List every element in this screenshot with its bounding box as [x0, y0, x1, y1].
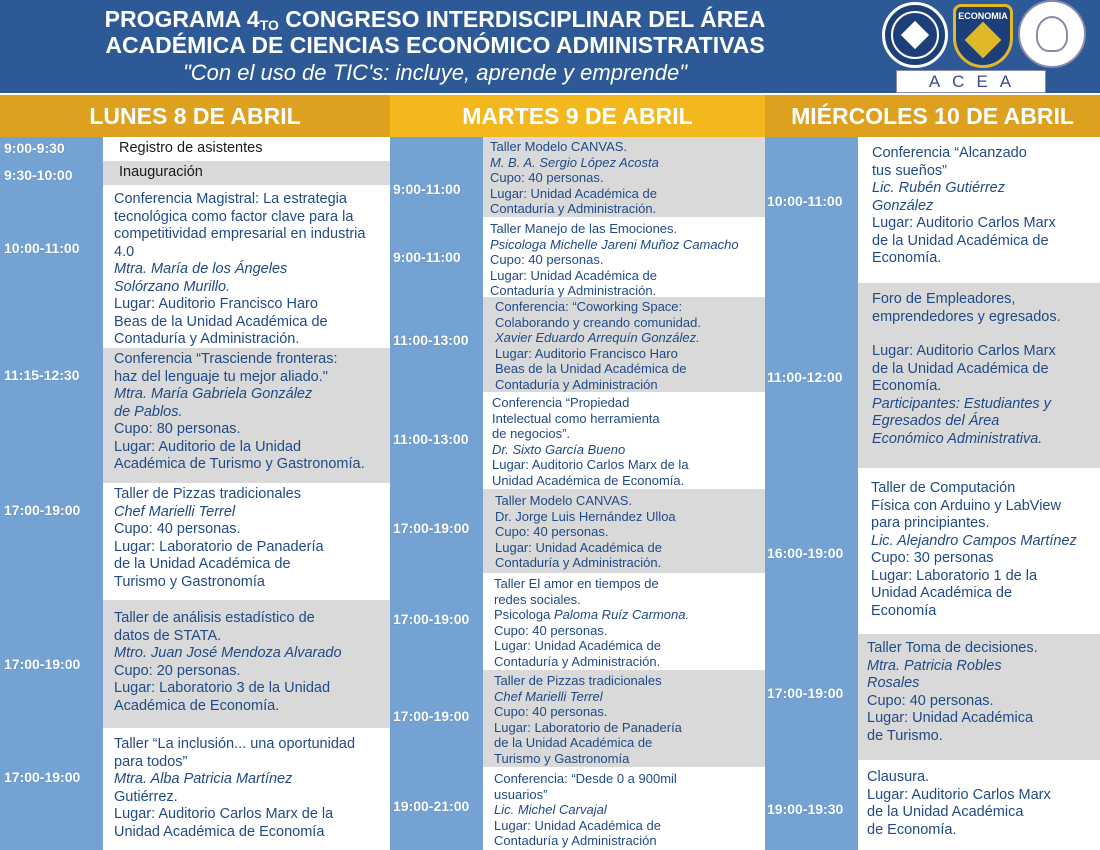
entry-location: Contaduría y Administración — [494, 833, 657, 848]
time-slot: 16:00-19:00 — [767, 545, 844, 561]
entry-location: de la Unidad Académica de — [872, 232, 1049, 249]
entry-location: Lugar: Unidad Académica de — [494, 638, 661, 653]
entry-speaker: González — [872, 197, 934, 214]
schedule-entry — [483, 489, 765, 573]
entry-capacity: Cupo: 30 personas — [871, 550, 994, 566]
day-header-tuesday: MARTES 9 DE ABRIL — [390, 95, 765, 137]
entry-title: Taller de Pizzas tradicionales — [494, 673, 662, 688]
entry-title: tus sueños” — [872, 162, 947, 179]
time-slot: 9:00-11:00 — [393, 249, 461, 265]
entry-title: haz del lenguaje tu mejor aliado." — [114, 368, 328, 385]
program-title-line-1 — [0, 6, 870, 35]
entry-location: de Economía. — [867, 821, 957, 838]
entry-title: Taller de Computación — [871, 480, 1016, 496]
time-slot: 11:00-13:00 — [393, 431, 469, 447]
program-header — [0, 0, 1100, 93]
day-header-monday: LUNES 8 DE ABRIL — [0, 95, 390, 137]
entry-location: de Turismo. — [867, 727, 943, 744]
entry-title: Taller “La inclusión... una oportunidad — [114, 736, 356, 752]
time-slot: 9:00-9:30 — [4, 140, 65, 156]
entry-title: Física con Arduino y LabView — [871, 497, 1061, 514]
logos-group — [878, 0, 1100, 93]
entry-location: Lugar: Auditorio Carlos Marx de la — [114, 806, 334, 822]
entry-location: de la Unidad Académica de — [872, 360, 1049, 377]
entry-title: Conferencia “Alcanzado — [872, 145, 1027, 161]
entry-location: Beas de la Unidad Académica de — [114, 313, 328, 330]
entry-location: de la Unidad Académica de — [494, 735, 653, 750]
title-pre: PROGRAMA 4 — [104, 6, 260, 32]
entry-speaker: Lic. Michel Carvajal — [494, 802, 607, 817]
entry-speaker: Mtra. María Gabriela González — [114, 386, 313, 402]
entry-location: Unidad Académica de Economía. — [492, 472, 685, 488]
entry-location: Contaduría y Administración — [495, 376, 658, 392]
schedule-entry — [103, 161, 390, 185]
entry-location: Lugar: Unidad Académica de — [494, 817, 661, 833]
entry-title: Colaborando y creando comunidad. — [495, 314, 701, 330]
entry-participants: Participantes: Estudiantes y — [872, 395, 1051, 412]
entry-location: Lugar: Laboratorio de Panadería — [494, 719, 682, 735]
entry-participants: Económico Administrativa. — [872, 430, 1043, 447]
time-slot: 9:30-10:00 — [4, 167, 73, 183]
entry-capacity: Cupo: 40 personas. — [490, 170, 604, 185]
entry-location: Lugar: Auditorio Francisco Haro — [495, 345, 678, 361]
entry-title: de negocios”. — [492, 426, 571, 441]
entry-speaker: Chef Marielli Terrel — [114, 503, 236, 520]
entry-title: Intelectual como herramienta — [492, 410, 660, 426]
time-column-tuesday — [390, 137, 483, 850]
entry-location: Lugar: Unidad Académica de — [490, 185, 657, 201]
entry-capacity: Cupo: 40 personas. — [867, 692, 994, 709]
entry-location: de la Unidad Académica de — [114, 556, 291, 572]
schedule-entry — [858, 468, 1100, 634]
time-slot: 9:00-11:00 — [393, 181, 461, 197]
schedule-entry — [483, 670, 765, 767]
time-slot: 19:00-21:00 — [393, 798, 470, 814]
entry-speaker: Xavier Eduardo Arrequín González. — [495, 330, 700, 345]
schedule-entry — [483, 392, 765, 489]
entry-title: Taller Toma de decisiones. — [867, 640, 1038, 656]
entry-location: Académica de Economía. — [114, 697, 280, 714]
time-slot: 17:00-19:00 — [4, 769, 81, 785]
entry-title: emprendedores y egresados. — [872, 308, 1061, 325]
entry-speaker: Lic. Rubén Gutiérrez — [872, 180, 1005, 196]
entry-title: Taller Modelo CANVAS. — [490, 139, 628, 154]
entry-title: tecnológica como factor clave para la — [114, 208, 354, 225]
entry-title: datos de STATA. — [114, 627, 222, 644]
entry-participants: Egresados del Área — [872, 413, 1000, 429]
entry-speaker: Dr. Sixto García Bueno — [492, 441, 626, 457]
time-slot: 17:00-19:00 — [393, 611, 470, 627]
entry-speaker: Mtra. María de los Ángeles — [114, 261, 288, 277]
entry-capacity: Cupo: 40 personas. — [494, 622, 608, 638]
entry-location: Lugar: Unidad Académica de — [490, 267, 657, 283]
entry-location: Lugar: Auditorio Carlos Marx — [872, 215, 1056, 231]
entry-title: Taller Manejo de las Emociones. — [490, 221, 678, 236]
time-slot: 17:00-19:00 — [767, 685, 844, 701]
time-column-wednesday — [765, 137, 858, 850]
economia-shield-logo — [953, 4, 1013, 68]
time-slot: 17:00-19:00 — [393, 520, 470, 536]
entry-location: Contaduría y Administración. — [114, 331, 300, 347]
entry-location: Contaduría y Administración. — [490, 201, 657, 216]
time-slot: 17:00-19:00 — [4, 656, 81, 672]
schedule-entry — [483, 573, 765, 670]
entry-location: Beas de la Unidad Académica de — [495, 361, 687, 376]
economia-logo-text: ECONOMIA — [958, 11, 1008, 21]
schedule-entry — [103, 731, 390, 850]
entry-location: Lugar: Auditorio Carlos Marx — [867, 786, 1051, 803]
entry-speaker: M. B. A. Sergio López Acosta — [490, 154, 659, 170]
entry-speaker: de Pablos. — [114, 403, 183, 420]
entry-location: Lugar: Auditorio Carlos Marx — [872, 343, 1056, 359]
entry-location: Lugar: Laboratorio de Panadería — [114, 538, 324, 555]
schedule-entry — [858, 283, 1100, 468]
time-slot: 17:00-19:00 — [393, 708, 470, 724]
time-slot: 10:00-11:00 — [4, 240, 80, 256]
schedule-entry — [483, 137, 765, 217]
entry-text: Registro de asistentes — [119, 140, 263, 156]
entry-title: Taller de análisis estadístico de — [114, 610, 315, 626]
acea-label: ACEA — [896, 70, 1046, 93]
entry-speaker-role: Psicologa — [494, 607, 554, 622]
title-post: CONGRESO INTERDISCIPLINAR DEL ÁREA — [278, 6, 766, 32]
entry-title: para principiantes. — [871, 515, 990, 531]
time-slot: 10:00-11:00 — [767, 193, 843, 209]
entry-location: Contaduría y Administración. — [494, 653, 661, 669]
entry-location: Lugar: Unidad Académica de — [495, 539, 662, 555]
entry-speaker: Dr. Jorge Luis Hernández Ulloa — [495, 508, 676, 524]
entry-speaker: Paloma Ruíz Carmona. — [553, 607, 690, 622]
entry-title: Conferencia “Propiedad — [492, 395, 630, 410]
time-slot: 11:00-13:00 — [393, 332, 469, 348]
time-slot: 11:15-12:30 — [4, 367, 80, 383]
schedule-entry — [483, 297, 765, 392]
entry-title: usuarios” — [494, 786, 548, 802]
program-title-line-2: ACADÉMICA DE CIENCIAS ECONÓMICO ADMINISTRATIVAS — [105, 32, 765, 58]
entry-location: Economía. — [872, 378, 942, 394]
entry-location: Unidad Académica de — [871, 585, 1013, 601]
entry-location: Lugar: Auditorio Carlos Marx de la — [492, 457, 689, 472]
time-slot: 11:00-12:00 — [767, 369, 843, 385]
entry-location: Contaduría y Administración. — [495, 555, 662, 570]
entry-location: Lugar: Auditorio Francisco Haro — [114, 296, 318, 312]
entry-speaker: Chef Marielli Terrel — [494, 688, 603, 704]
entry-speaker: Psicologa Michelle Jareni Muñoz Camacho — [490, 236, 739, 252]
contaduria-seal-icon — [1018, 0, 1086, 68]
entry-capacity: Cupo: 80 personas. — [114, 421, 241, 437]
entry-title: 4.0 — [114, 243, 135, 260]
entry-title: Foro de Empleadores, — [872, 291, 1016, 307]
entry-speaker: Gutiérrez. — [114, 788, 178, 805]
entry-capacity: Cupo: 40 personas. — [494, 704, 608, 719]
time-slot: 17:00-19:00 — [4, 502, 81, 518]
schedule-entry — [483, 217, 765, 297]
entry-title: Conferencia: “Desde 0 a 900mil — [494, 771, 677, 786]
entry-speaker: Mtra. Alba Patricia Martínez — [114, 771, 293, 787]
entry-title: Taller Modelo CANVAS. — [495, 493, 633, 508]
entry-speaker: Lic. Alejandro Campos Martínez — [871, 532, 1077, 549]
entry-text: Inauguración — [119, 164, 203, 180]
entry-capacity: Cupo: 20 personas. — [114, 662, 241, 679]
entry-title: Conferencia: “Coworking Space: — [495, 299, 683, 314]
entry-speaker: Mtro. Juan José Mendoza Alvarado — [114, 645, 342, 661]
entry-title: Conferencia Magistral: La estrategia — [114, 191, 347, 207]
schedule-entry — [103, 188, 390, 348]
entry-location: Lugar: Unidad Académica — [867, 710, 1034, 726]
entry-title: Conferencia “Trasciende fronteras: — [114, 351, 338, 367]
schedule-entry — [483, 767, 765, 850]
schedule-entry — [103, 483, 390, 600]
entry-speaker: Mtra. Patricia Robles — [867, 657, 1002, 674]
entry-location: Lugar: Auditorio de la Unidad — [114, 438, 302, 455]
university-seal-icon — [882, 2, 948, 68]
entry-location: Académica de Turismo y Gastronomía. — [114, 456, 365, 472]
entry-title: competitividad empresarial en industria — [114, 226, 366, 242]
schedule-entry — [858, 634, 1100, 760]
entry-capacity: Cupo: 40 personas. — [495, 524, 609, 539]
entry-capacity: Cupo: 40 personas. — [114, 521, 241, 537]
entry-location: de la Unidad Académica — [867, 804, 1024, 820]
entry-location: Contaduría y Administración. — [490, 283, 657, 297]
entry-location: Turismo y Gastronomía — [494, 750, 630, 766]
entry-location: Economía. — [872, 250, 942, 266]
entry-speaker: Solórzano Murillo. — [114, 278, 231, 295]
entry-location: Turismo y Gastronomía — [114, 573, 265, 590]
program-subtitle: "Con el uso de TIC's: incluye, aprende y emprende" — [182, 60, 688, 85]
schedule-entry — [858, 137, 1100, 283]
entry-title: Clausura. — [867, 769, 930, 785]
time-slot: 19:00-19:30 — [767, 801, 844, 817]
entry-speaker: Rosales — [867, 675, 920, 691]
entry-location: Unidad Académica de Economía — [114, 823, 325, 840]
entry-title: Taller de Pizzas tradicionales — [114, 486, 301, 502]
entry-location: Lugar: Laboratorio 1 de la — [871, 567, 1038, 584]
entry-location: Economía — [871, 602, 937, 619]
title-ordinal-suffix: TO — [259, 17, 279, 33]
entry-capacity: Cupo: 40 personas. — [490, 252, 604, 267]
entry-title: para todos” — [114, 753, 188, 770]
schedule-entry — [103, 600, 390, 728]
schedule-entry — [103, 137, 390, 161]
entry-title: Taller El amor en tiempos de — [494, 576, 659, 591]
schedule-entry — [858, 760, 1100, 850]
entry-location: Lugar: Laboratorio 3 de la Unidad — [114, 680, 331, 696]
day-header-wednesday: MIÉRCOLES 10 DE ABRIL — [765, 95, 1100, 137]
schedule-entry — [103, 348, 390, 483]
entry-title: redes sociales. — [494, 591, 581, 607]
